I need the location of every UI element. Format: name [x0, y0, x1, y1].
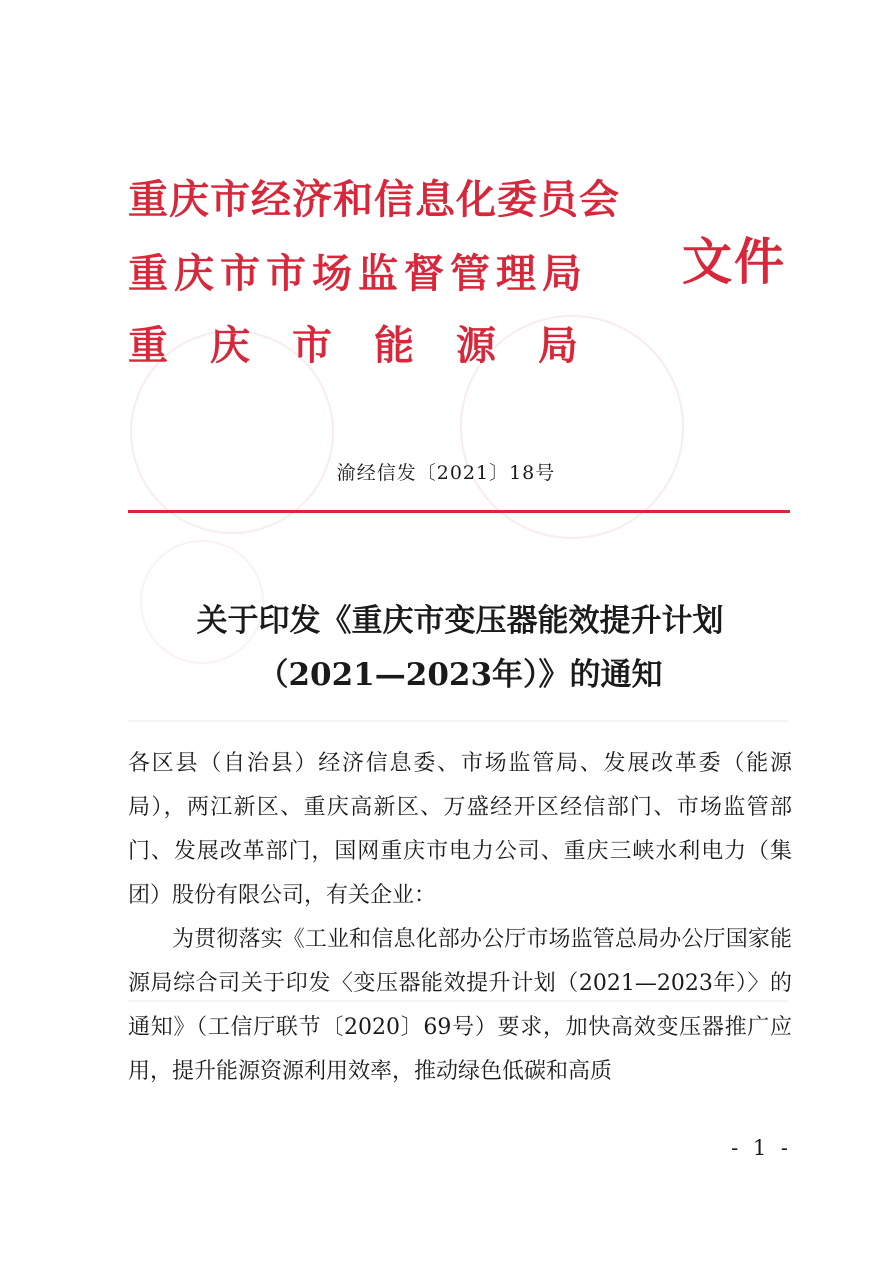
issuer-1: 重庆市经济和信息化委员会	[128, 177, 620, 223]
notice-title	[120, 594, 800, 702]
title-line-2: （2021—2023年）》的通知	[257, 657, 663, 693]
addressees: 各区县（自治县）经济信息委、市场监管局、发展改革委（能源局），两江新区、重庆高新区、万盛经开区经信部门、市场监管部门、发展改革部门，国网重庆市电力公司、重庆三峡水利电力（集团）股份有限公司，有关企业：	[128, 751, 792, 908]
page-number: - 1 -	[731, 1136, 792, 1160]
issuer-2: 重庆市市场监督管理局	[128, 251, 588, 297]
document-type-label: 文件	[682, 233, 786, 291]
body-paragraph-1: 为贯彻落实《工业和信息化部办公厅市场监管总局办公厅国家能源局综合司关于印发〈变压器能效提升计划（2021—2023年）〉的通知》（工信厅联节〔2020〕69号）要求，加快高效变压器推广应用，提升能源资源利用效率，推动绿色低碳和高质	[128, 927, 792, 1084]
document-number: 渝经信发〔2021〕18号	[336, 462, 556, 484]
title-line-1: 关于印发《重庆市变压器能效提升计划	[196, 603, 724, 639]
notice-body	[128, 742, 792, 1094]
issuer-3: 重庆市能源局	[128, 323, 620, 369]
red-divider	[128, 510, 790, 513]
bleed-through-line	[128, 720, 788, 722]
